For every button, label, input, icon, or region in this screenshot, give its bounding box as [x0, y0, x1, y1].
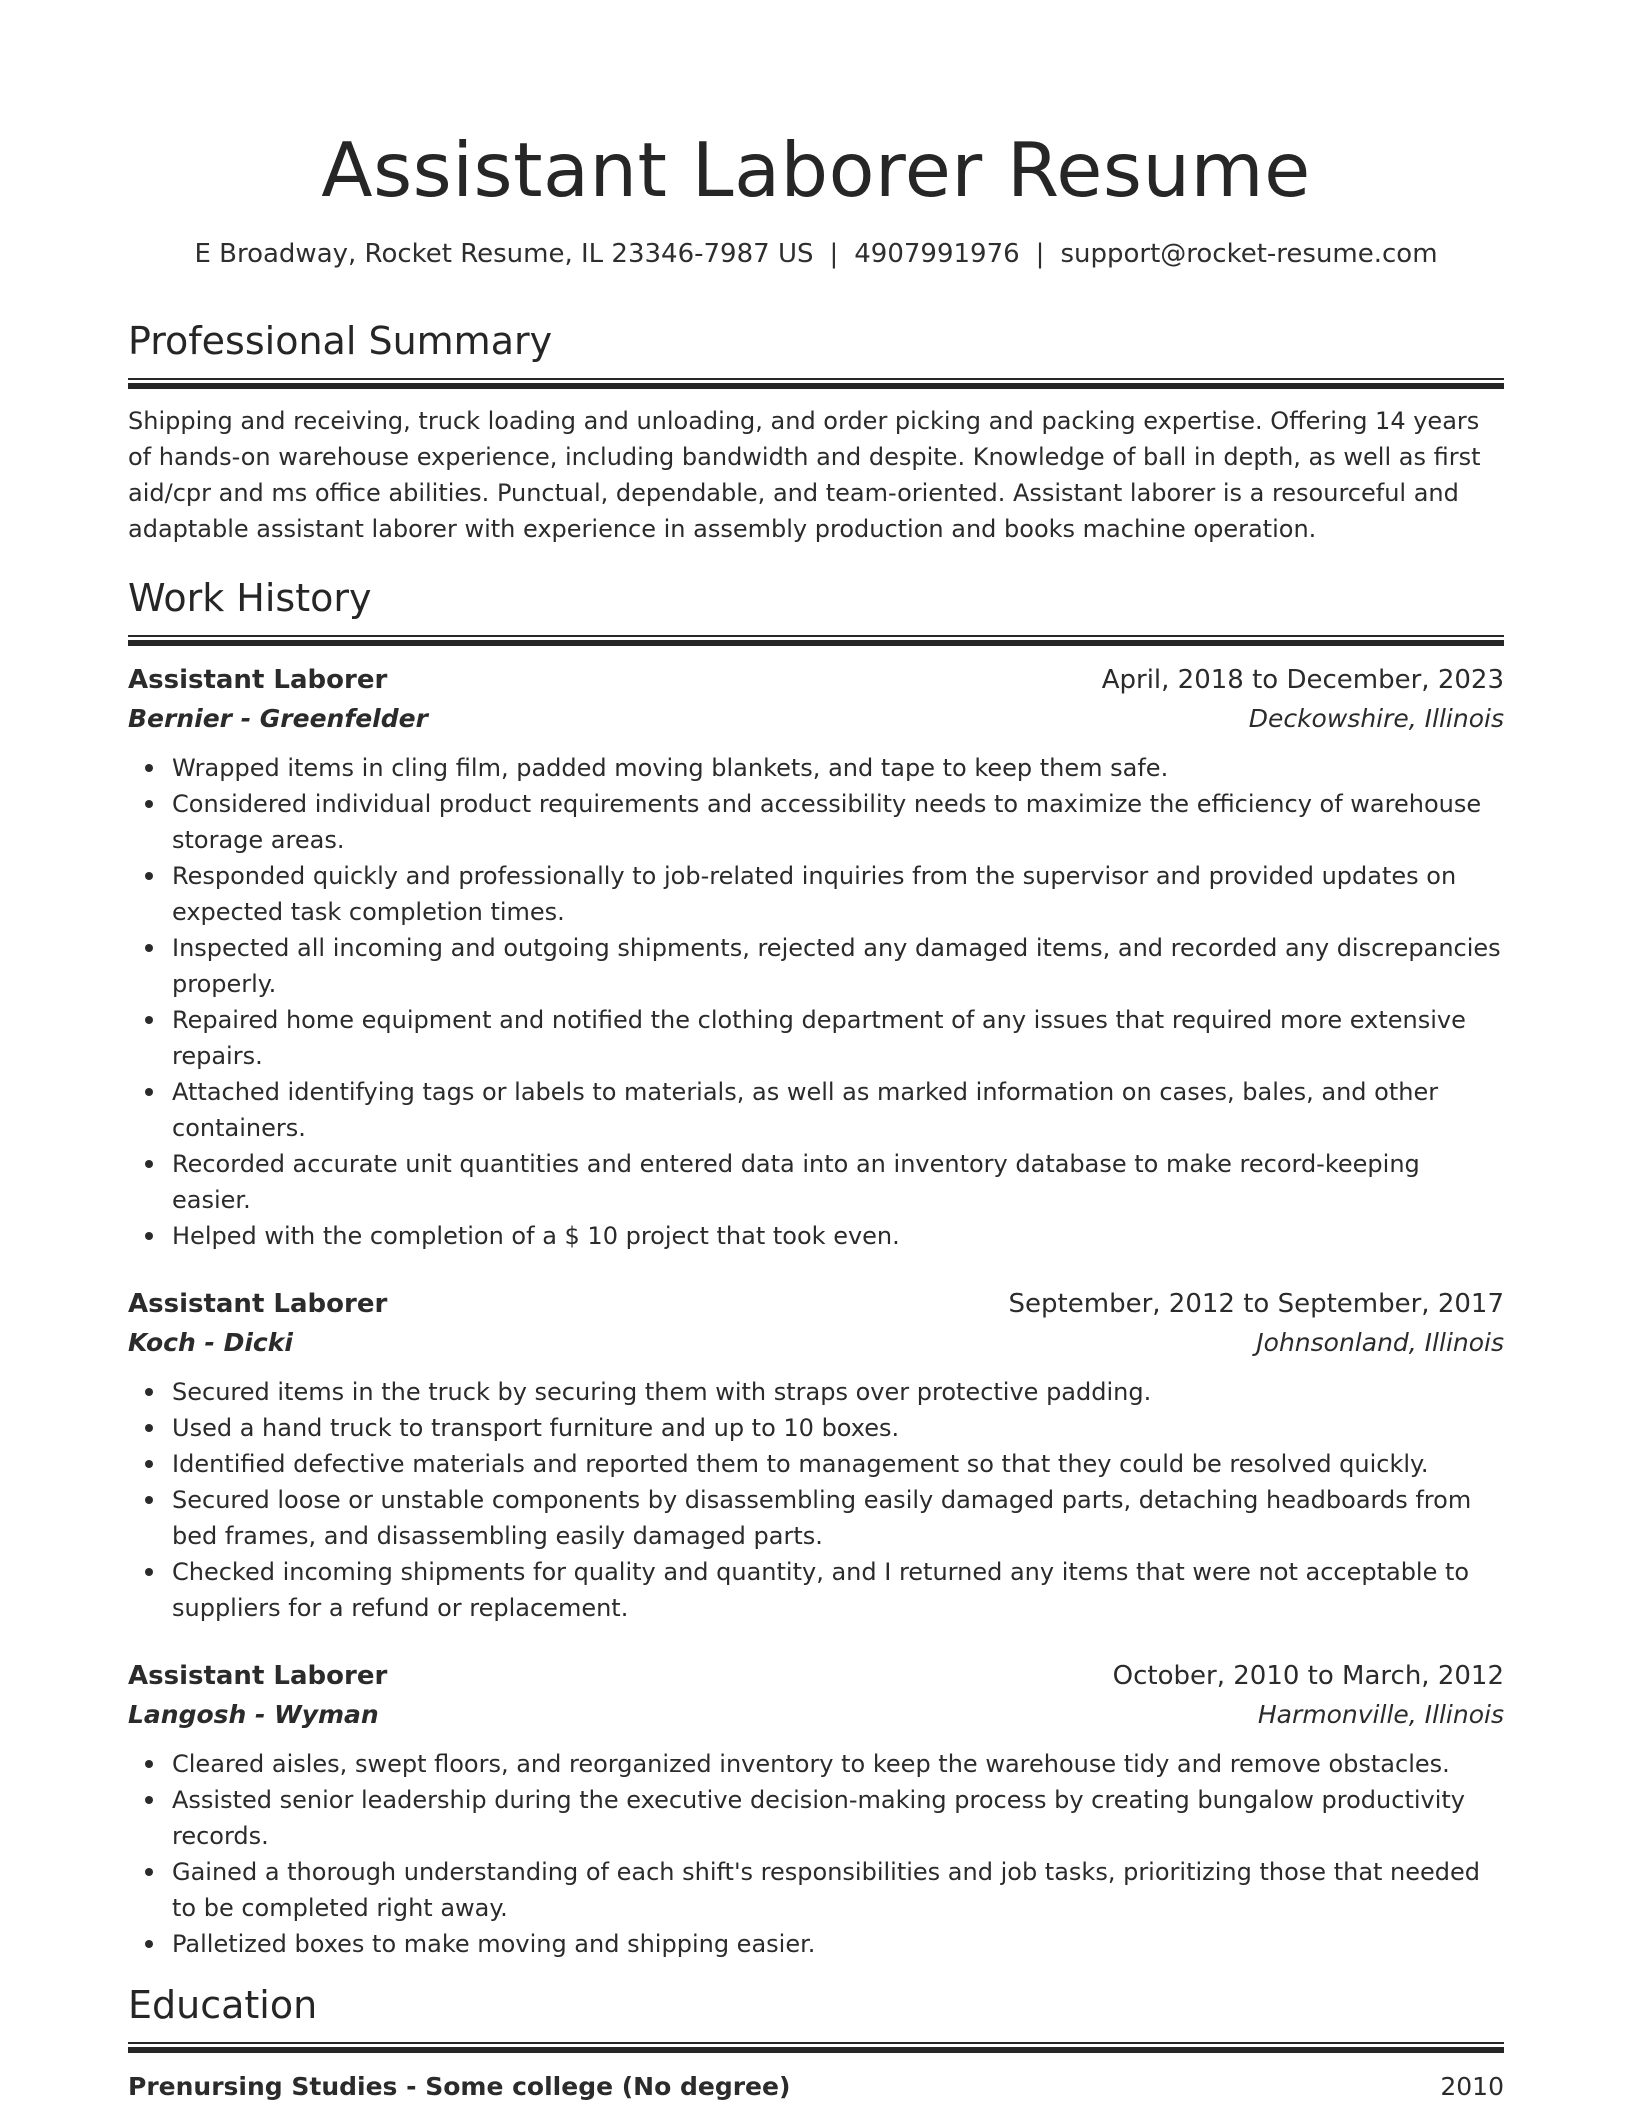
list-item: Identified defective materials and reported them to management so that they could be resolved quickly. — [172, 1446, 1504, 1482]
job-title: Assistant Laborer — [128, 1661, 388, 1691]
job-dates: April, 2018 to December, 2023 — [1101, 665, 1504, 695]
section-heading: Work History — [128, 576, 372, 620]
list-item: Wrapped items in cling film, padded moving blankets, and tape to keep them safe. — [172, 750, 1504, 786]
education-section — [128, 1980, 1504, 2107]
list-item: Attached identifying tags or labels to materials, as well as marked information on cases, bales, and other containers. — [172, 1074, 1504, 1146]
job-company: Langosh - Wyman — [128, 1700, 379, 1729]
list-item: Considered individual product requirements and accessibility needs to maximize the efficiency of warehouse storage areas. — [172, 786, 1504, 858]
job-company: Koch - Dicki — [128, 1328, 293, 1357]
professional-summary-section — [128, 316, 1504, 547]
job-location: Deckowshire, Illinois — [1248, 704, 1504, 733]
contact-separator: | — [1035, 239, 1045, 269]
contact-line — [128, 236, 1504, 272]
list-item: Inspected all incoming and outgoing shipments, rejected any damaged items, and recorded any discrepancies properly. — [172, 930, 1504, 1002]
job-dates: September, 2012 to September, 2017 — [1008, 1289, 1504, 1319]
education-title: Prenursing Studies - Some college (No degree) — [128, 2072, 791, 2101]
education-year: 2010 — [1440, 2072, 1504, 2101]
section-divider — [128, 635, 1504, 646]
section-heading: Education — [128, 1983, 318, 2027]
education-entry — [128, 2067, 1504, 2107]
contact-email: support@rocket-resume.com — [1060, 239, 1438, 269]
list-item: Palletized boxes to make moving and shipping easier. — [172, 1926, 1504, 1962]
list-item: Repaired home equipment and notified the clothing department of any issues that required more extensive repairs. — [172, 1002, 1504, 1074]
list-item: Used a hand truck to transport furniture and up to 10 boxes. — [172, 1410, 1504, 1446]
job-bullets — [128, 1746, 1504, 1962]
job-title: Assistant Laborer — [128, 665, 388, 695]
section-divider — [128, 2042, 1504, 2053]
job-company: Bernier - Greenfelder — [128, 704, 428, 733]
resume-title: Assistant Laborer Resume — [321, 126, 1311, 214]
section-heading: Professional Summary — [128, 319, 553, 363]
list-item: Secured loose or unstable components by disassembling easily damaged parts, detaching headboards from bed frames, and disassembling easily damaged parts. — [172, 1482, 1504, 1554]
job-bullets — [128, 750, 1504, 1254]
list-item: Checked incoming shipments for quality and quantity, and I returned any items that were not acceptable to suppliers for a refund or replacement. — [172, 1554, 1504, 1626]
list-item: Cleared aisles, swept floors, and reorganized inventory to keep the warehouse tidy and remove obstacles. — [172, 1746, 1504, 1782]
summary-text: Shipping and receiving, truck loading and unloading, and order picking and packing expertise. Offering 14 years of hands-on warehouse experience, including bandwidth and despite. Knowledge of ball in depth, as well as first aid/cpr and ms office abilities. Punctual, dependable, and team-oriented. Assistant laborer is a resourceful and adaptable assistant laborer with experience in assembly production and books machine operation. — [128, 407, 1481, 543]
job-title: Assistant Laborer — [128, 1289, 388, 1319]
section-divider — [128, 378, 1504, 389]
job-entry — [128, 1656, 1504, 1962]
job-location: Harmonville, Illinois — [1257, 1700, 1504, 1729]
contact-address: E Broadway, Rocket Resume, IL 23346-7987 US — [194, 239, 814, 269]
list-item: Recorded accurate unit quantities and entered data into an inventory database to make record-keeping easier. — [172, 1146, 1504, 1218]
list-item: Responded quickly and professionally to job-related inquiries from the supervisor and provided updates on expected task completion times. — [172, 858, 1504, 930]
contact-separator: | — [829, 239, 839, 269]
job-dates: October, 2010 to March, 2012 — [1112, 1661, 1504, 1691]
job-bullets — [128, 1374, 1504, 1626]
job-entry — [128, 1284, 1504, 1626]
list-item: Gained a thorough understanding of each shift's responsibilities and job tasks, prioritizing those that needed to be completed right away. — [172, 1854, 1504, 1926]
contact-phone: 4907991976 — [854, 239, 1020, 269]
list-item: Assisted senior leadership during the executive decision-making process by creating bungalow productivity records. — [172, 1782, 1504, 1854]
list-item: Secured items in the truck by securing them with straps over protective padding. — [172, 1374, 1504, 1410]
job-location: Johnsonland, Illinois — [1256, 1328, 1504, 1357]
job-entry — [128, 660, 1504, 1254]
list-item: Helped with the completion of a $ 10 project that took even. — [172, 1218, 1504, 1254]
work-history-section — [128, 573, 1504, 1962]
